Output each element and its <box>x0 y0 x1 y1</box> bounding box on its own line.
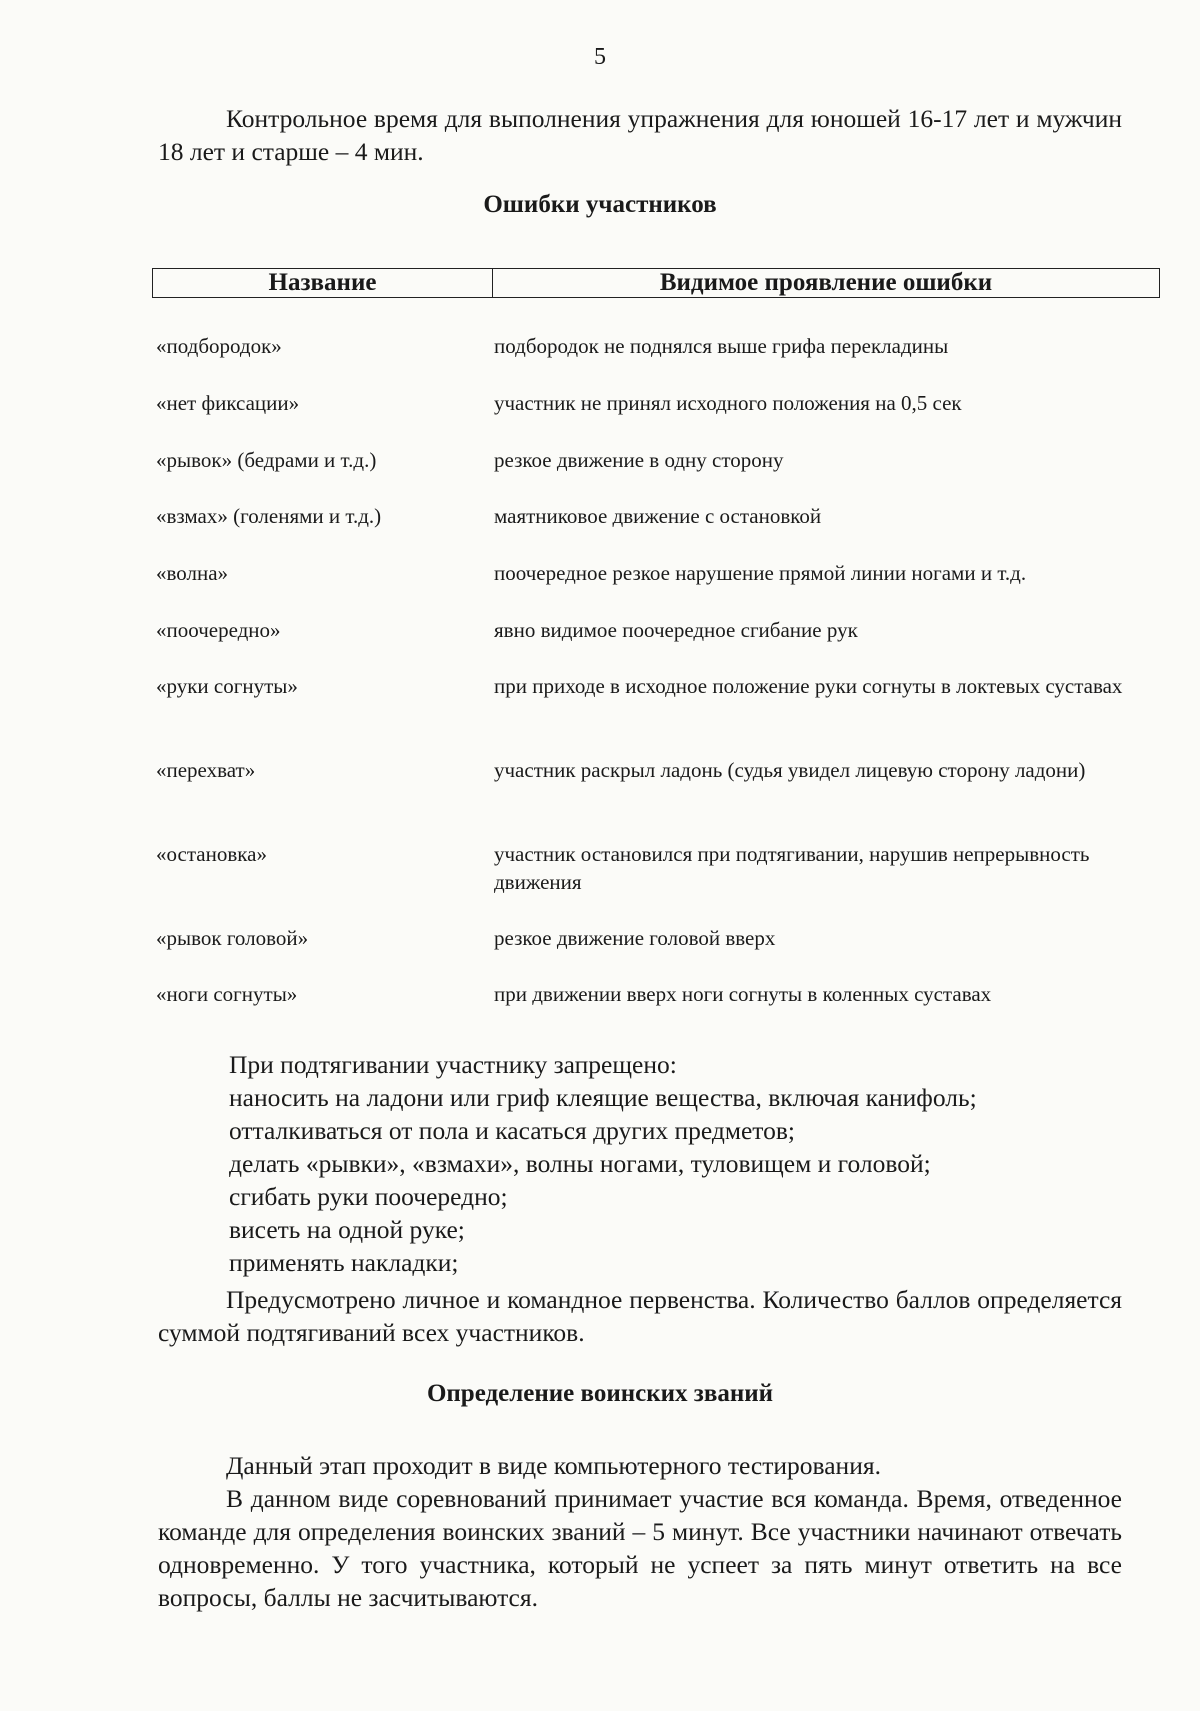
table-row <box>156 756 1156 784</box>
table-row <box>156 672 1156 700</box>
table-row <box>156 332 1156 360</box>
ranks-text-1: Данный этап проходит в виде компьютерного тестирования. <box>226 1451 881 1480</box>
championship-paragraph <box>158 1283 1122 1349</box>
table-row <box>156 446 1156 474</box>
error-description: подбородок не поднялся выше грифа перекладины <box>494 334 949 358</box>
prohibited-item: делать «рывки», «взмахи», волны ногами, туловищем и головой; <box>229 1149 931 1178</box>
error-description: маятниковое движение с остановкой <box>494 504 822 528</box>
error-description: резкое движение в одну сторону <box>494 448 784 472</box>
error-name: «рывок» (бедрами и т.д.) <box>156 448 377 472</box>
error-description: резкое движение головой вверх <box>494 926 776 950</box>
error-name: «руки согнуты» <box>156 674 298 698</box>
prohibited-intro: При подтягивании участнику запрещено: <box>229 1050 677 1079</box>
prohibited-item: висеть на одной руке; <box>229 1215 465 1244</box>
error-name: «поочередно» <box>156 618 281 642</box>
table-row <box>156 980 1156 1008</box>
prohibited-list <box>229 1048 1129 1279</box>
championship-text: Предусмотрено личное и командное первенства. Количество баллов определяется суммой подтягиваний всех участников. <box>158 1285 1122 1347</box>
intro-text: Контрольное время для выполнения упражнения для юношей 16-17 лет и мужчин 18 лет и старше – 4 мин. <box>158 104 1122 166</box>
error-name: «взмах» (голенями и т.д.) <box>156 504 382 528</box>
error-name: «ноги согнуты» <box>156 982 298 1006</box>
error-description: участник не принял исходного положения на 0,5 сек <box>494 391 962 415</box>
table-row <box>156 924 1156 952</box>
ranks-paragraph-2 <box>158 1482 1122 1614</box>
prohibited-item: применять накладки; <box>229 1248 459 1277</box>
error-name: «подбородок» <box>156 334 282 358</box>
error-description: при приходе в исходное положение руки согнуты в локтевых суставах <box>494 674 1123 698</box>
header-name: Название <box>153 269 493 297</box>
ranks-heading: Определение воинских званий <box>426 1380 774 1407</box>
table-row <box>156 559 1156 587</box>
table-row <box>156 389 1156 417</box>
error-name: «нет фиксации» <box>156 391 300 415</box>
error-description: участник раскрыл ладонь (судья увидел лицевую сторону ладони) <box>494 758 1086 782</box>
error-description: поочередное резкое нарушение прямой линии ногами и т.д. <box>494 561 1027 585</box>
prohibited-item: отталкиваться от пола и касаться других предметов; <box>229 1116 795 1145</box>
table-row <box>156 840 1156 896</box>
prohibited-item: наносить на ладони или гриф клеящие вещества, включая канифоль; <box>229 1083 977 1112</box>
error-name: «перехват» <box>156 758 256 782</box>
errors-table-header <box>152 268 1160 298</box>
table-row <box>156 616 1156 644</box>
header-description: Видимое проявление ошибки <box>659 269 993 296</box>
ranks-paragraph-1 <box>158 1449 1122 1482</box>
error-description: при движении вверх ноги согнуты в коленных суставах <box>494 982 992 1006</box>
page-number: 5 <box>594 44 606 70</box>
ranks-text-2: В данном виде соревнований принимает участие вся команда. Время, отведенное команде для определения воинских званий – 5 минут. Все участники начинают отвечать одновременно. У того участника, который не успеет за пять минут ответить на все вопросы, баллы не засчитываются. <box>158 1484 1122 1612</box>
intro-paragraph <box>158 102 1122 168</box>
error-name: «волна» <box>156 561 229 585</box>
prohibited-item: сгибать руки поочередно; <box>229 1182 508 1211</box>
error-description: участник остановился при подтягивании, нарушив непрерывность движения <box>494 842 1090 894</box>
errors-heading: Ошибки участников <box>483 191 717 218</box>
error-description: явно видимое поочередное сгибание рук <box>494 618 858 642</box>
table-row <box>156 502 1156 530</box>
error-name: «остановка» <box>156 842 267 866</box>
error-name: «рывок головой» <box>156 926 309 950</box>
